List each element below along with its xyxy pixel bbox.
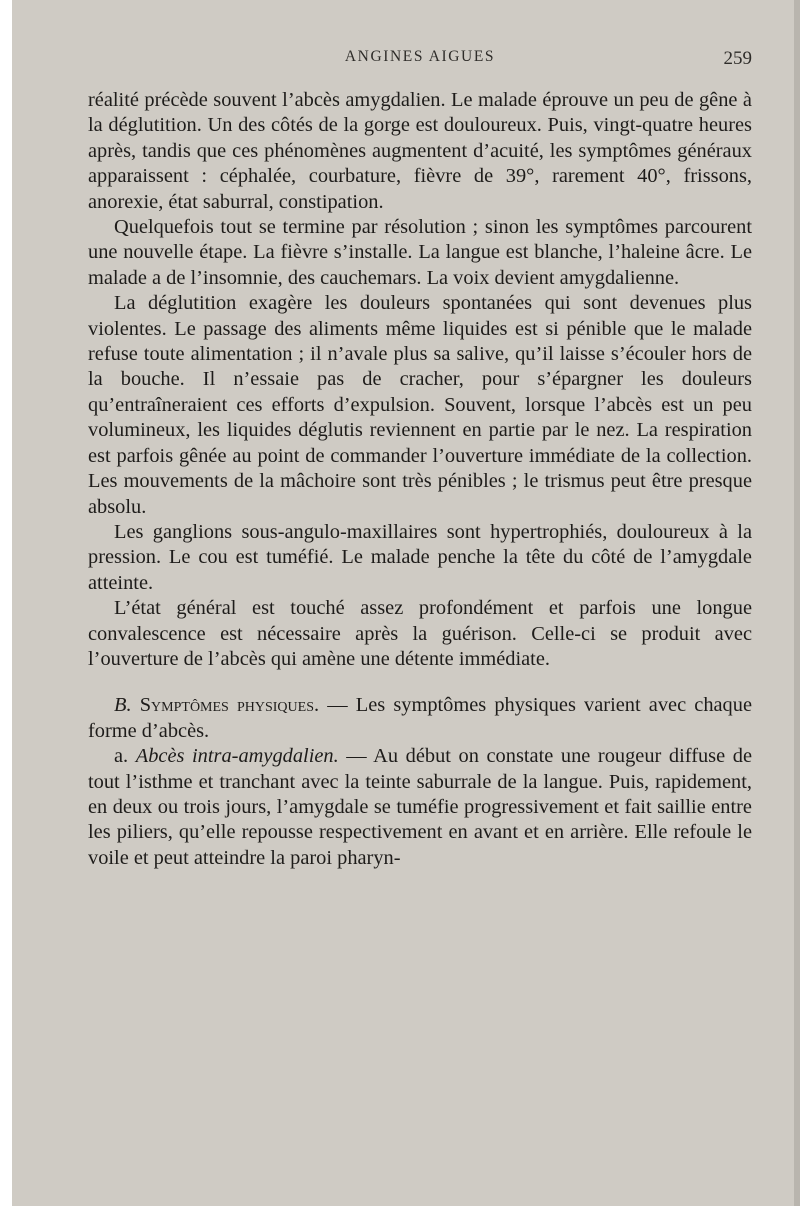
paragraph-ganglions: Les ganglions sous-angulo-maxillaires sont hypertrophiés, douloureux à la pression. Le cou est tuméfié. Le malade penche la tête du côté de l’amygdale atteinte. xyxy=(88,520,752,594)
paragraph-etat-general: L’état général est touché assez profondément et parfois une longue convalescence est nécessaire après la guérison. Celle-ci se produit avec l’ouverture de l’abcès qui amène une détente immédiate. xyxy=(88,597,752,670)
section-symptomes-physiques xyxy=(88,693,752,744)
section-label-b: B. xyxy=(114,694,132,717)
page-number: 259 xyxy=(723,48,752,69)
paragraph-continued: réalité précède souvent l’abcès amygdalien. Le malade éprouve un peu de gêne à la déglutition. Un des côtés de la gorge est douloureux. Puis, vingt-quatre heures après, tandis que ces phénomènes augmentent d’acuité, les symptômes généraux apparaissent : céphalée, courbature, fièvre de 39°, rarement 40°, frissons, anorexie, état saburral, constipation. xyxy=(88,89,752,213)
page-left-margin xyxy=(0,0,12,1206)
section-heading-b: Symptômes physiques. xyxy=(139,694,320,717)
section-text-b: — Les symptômes physiques varient avec chaque forme d’abcès. xyxy=(88,694,753,742)
body-text xyxy=(88,88,752,871)
page-header xyxy=(88,44,752,74)
paragraph-deglutition: La déglutition exagère les douleurs spontanées qui sont devenues plus violentes. Le passage des aliments même liquides est si pénible que le malade refuse toute alimentation ; il n’avale plus sa salive, qu’il laisse s’écouler hors de la bouche. Il n’essaie pas de cracher, pour s’épargner les douleurs qu’entraîneraient ces efforts d’expulsion. Souvent, lorsque l’abcès est un peu volumineux, les liquides déglutis reviennent en partie par le nez. La respiration est parfois gênée au point de commander l’ouverture immédiate de la collection. Les mouvements de la mâchoire sont très pénibles ; le trismus peut être presque absolu. xyxy=(88,292,752,518)
page-right-shadow xyxy=(794,0,800,1206)
section-abces-intra-amygdalien xyxy=(88,744,752,871)
section-text-a: — Au début on constate une rougeur diffuse de tout l’isthme et tranchant avec la teinte saburrale de la langue. Puis, rapidement, en deux ou trois jours, l’amygdale se tuméfie progressivement et fait saillie entre les piliers, qu’elle repousse respectivement en avant et en arrière. Elle refoule le voile et peut atteindre la paroi pharyn- xyxy=(88,745,752,869)
paragraph-resolution: Quelquefois tout se termine par résolution ; sinon les symptômes parcourent une nouvelle étape. La fièvre s’installe. La langue est blanche, l’haleine âcre. Le malade a de l’insomnie, des cauchemars. La voix devient amygdalienne. xyxy=(88,216,752,289)
running-title: ANGINES AIGUES xyxy=(344,48,496,65)
section-label-a: a. xyxy=(114,745,129,768)
section-gap xyxy=(88,672,752,693)
section-heading-a: Abcès intra-amygdalien. xyxy=(135,745,339,768)
